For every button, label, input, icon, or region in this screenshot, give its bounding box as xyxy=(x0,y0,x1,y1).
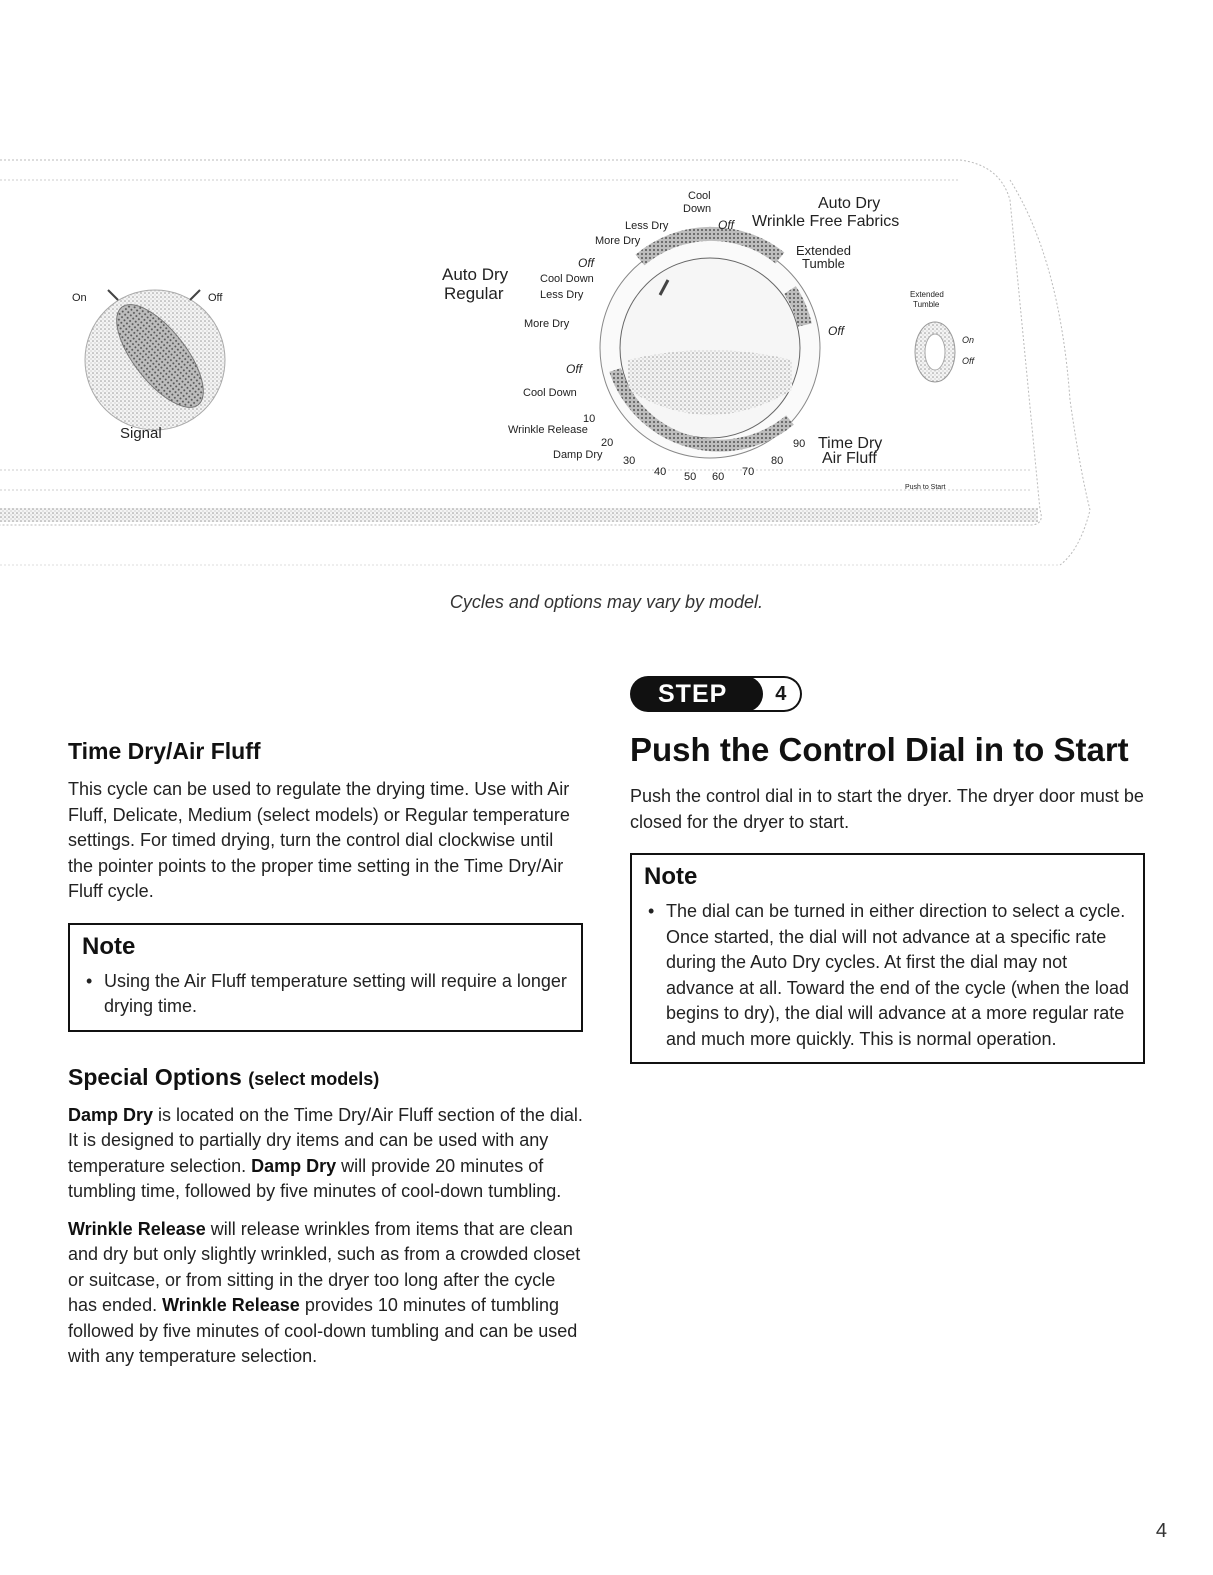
wrinkle-release-text-2: provides 10 minutes of tumbling followed by five minutes of cool-down tumbling and can be used with any temperature selection. xyxy=(68,1295,578,1366)
switch-off-label: Off xyxy=(962,356,975,366)
wrinkle-release-text-1: will release wrinkles from items that are clean and dry but only slightly wrinkled, such as from a crowded closet or suitcase, or from sitting in the dryer too long after the cycle has ended. xyxy=(68,1218,581,1315)
figure-caption: Cycles and options may vary by model. xyxy=(449,592,764,612)
wf-less-dry-label: Less Dry xyxy=(625,220,669,232)
signal-knob xyxy=(85,290,225,430)
special-options-subtitle: (select models) xyxy=(248,1068,380,1089)
time-dry-heading: Time Dry/Air Fluff xyxy=(68,738,261,764)
cycle-control-dial xyxy=(600,234,820,458)
switch-on-label: On xyxy=(962,335,975,345)
page-number: 4 xyxy=(1155,1520,1167,1542)
tick-50: 50 xyxy=(684,471,697,483)
regular-less-dry-label: Less Dry xyxy=(540,289,584,301)
tick-70: 70 xyxy=(742,466,755,478)
tumble-label: Tumble xyxy=(802,256,845,271)
extended-off-label: Off xyxy=(828,324,845,338)
damp-dry-text-2: will provide 20 minutes of tumbling time, followed by five minutes of cool-down tumbling. xyxy=(68,1155,562,1201)
wrinkle-release-term-2: Wrinkle Release xyxy=(162,1295,300,1315)
extended-tumble-switch xyxy=(915,322,955,382)
left-note-list xyxy=(82,969,569,1020)
wrinkle-release-label: Wrinkle Release xyxy=(508,424,588,436)
special-options-title: Special Options xyxy=(68,1063,242,1090)
damp-dry-text-1: is located on the Time Dry/Air Fluff section of the dial. It is designed to partially dry items and can be used with any temperature selection. xyxy=(68,1104,583,1176)
tick-10: 10 xyxy=(583,413,596,425)
signal-on-label: On xyxy=(72,292,87,304)
push-dial-heading: Push the Control Dial in to Start xyxy=(630,731,1129,768)
left-note-box xyxy=(68,923,583,1032)
left-note-title: Note xyxy=(82,932,136,960)
special-options-heading xyxy=(68,1064,583,1091)
wf-more-dry-label: More Dry xyxy=(595,235,641,247)
regular-off-label: Off xyxy=(578,256,595,270)
left-note-item: • Using the Air Fluff temperature setting will require a longer drying time. xyxy=(96,969,569,1020)
control-panel-illustration xyxy=(0,140,1213,580)
control-panel-drawing xyxy=(0,140,1213,580)
wrinkle-release-term: Wrinkle Release xyxy=(68,1218,206,1239)
step-badge xyxy=(630,676,1145,712)
step-label: STEP xyxy=(630,676,749,712)
regular-label: Regular xyxy=(444,284,504,303)
tick-60: 60 xyxy=(712,471,725,483)
time-dry-intro: This cycle can be used to regulate the drying time. Use with Air Fluff, Delicate, Medium (select models) or Regular temperature settings. For timed drying, turn the control dial clockwise until the pointer points to the proper time setting in the Time Dry/Air Fluff cycle. xyxy=(68,779,570,901)
signal-off-label: Off xyxy=(208,292,223,304)
wf-title-label: Wrinkle Free Fabrics xyxy=(752,213,900,230)
signal-label: Signal xyxy=(120,425,162,442)
wf-off-label: Off xyxy=(718,218,735,232)
switch-extended-label: Extended xyxy=(910,290,944,299)
tick-30: 30 xyxy=(623,455,636,467)
regular-cool-down-label: Cool Down xyxy=(540,273,594,285)
step-number: 4 xyxy=(749,676,802,712)
tick-40: 40 xyxy=(654,466,667,478)
lower-off-label: Off xyxy=(566,362,583,376)
time-dry-label: Time Dry xyxy=(818,435,883,452)
right-column xyxy=(630,676,1145,1064)
right-note-item: • The dial can be turned in either direction to select a cycle. Once started, the dial will not advance at a specific rate during the Auto Dry cycles. At first the dial may not advance at all. Toward the end of the cycle (when the load begins to dry), the dial will advance at a more regular rate and much more quickly. This is normal operation. xyxy=(658,899,1131,1052)
damp-dry-term-2: Damp Dry xyxy=(251,1155,337,1176)
damp-dry-label: Damp Dry xyxy=(553,449,603,461)
damp-dry-paragraph xyxy=(68,1103,583,1205)
tick-20: 20 xyxy=(601,437,614,449)
right-note-list xyxy=(644,899,1131,1052)
right-note-title: Note xyxy=(644,863,698,890)
right-note-box xyxy=(630,853,1145,1064)
wf-down-label: Down xyxy=(683,203,712,215)
left-column xyxy=(68,738,583,1382)
damp-dry-term: Damp Dry xyxy=(68,1104,154,1125)
air-fluff-label: Air Fluff xyxy=(822,450,877,467)
push-dial-body: Push the control dial in to start the dryer. The dryer door must be closed for the dryer to start. xyxy=(630,786,1144,832)
wrinkle-release-paragraph xyxy=(68,1217,583,1370)
wf-cool-label: Cool xyxy=(688,190,711,202)
tick-80: 80 xyxy=(771,455,784,467)
push-to-start-label: Push to Start xyxy=(905,484,946,491)
wf-auto-dry-label: Auto Dry xyxy=(818,195,881,212)
lower-cool-down-label: Cool Down xyxy=(523,387,577,399)
regular-more-dry-label: More Dry xyxy=(524,318,570,330)
tick-90: 90 xyxy=(793,438,806,450)
extended-label: Extended xyxy=(796,243,851,258)
switch-tumble-label: Tumble xyxy=(913,300,940,309)
regular-auto-dry-label: Auto Dry xyxy=(442,265,509,284)
